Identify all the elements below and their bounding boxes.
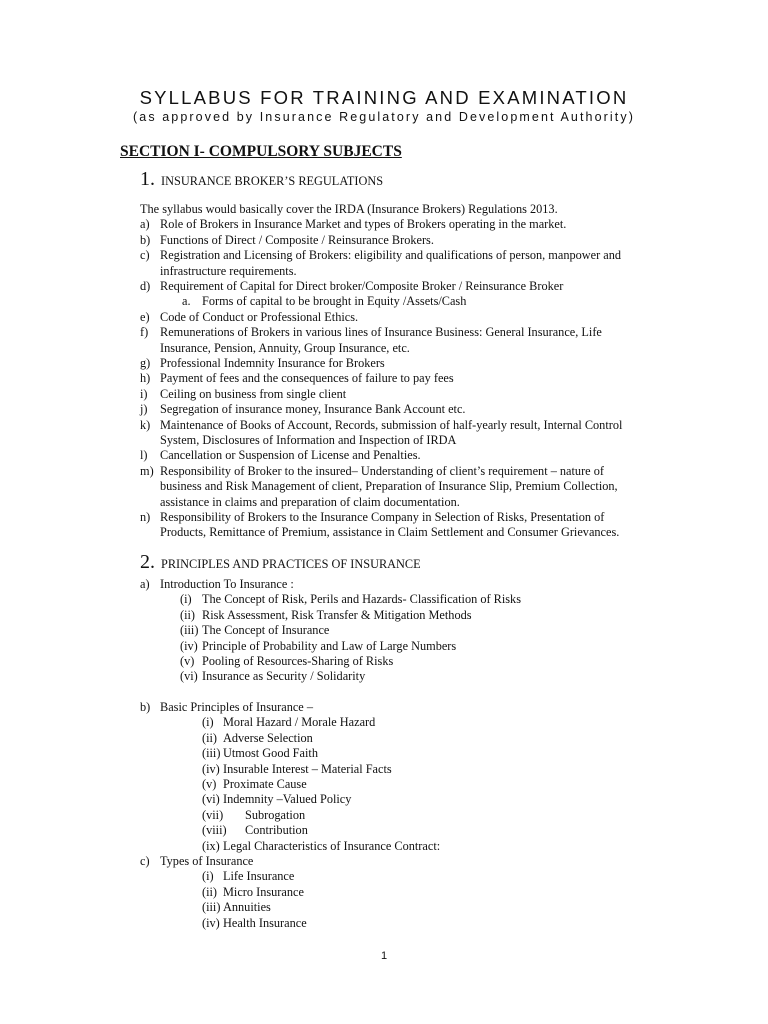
sub-item-marker: (viii)	[202, 823, 227, 838]
list-marker: f)	[140, 325, 149, 340]
list-marker: n)	[140, 510, 151, 524]
sub-item-text: Annuities	[223, 900, 271, 915]
section-heading: SECTION I- COMPULSORY SUBJECTS	[120, 143, 402, 160]
list-item-text: Functions of Direct / Composite / Reinsurance Brokers.	[160, 232, 434, 247]
list-marker: h)	[140, 371, 151, 386]
subject-1-heading	[140, 168, 384, 190]
list-item-text: Remunerations of Brokers in various lines of Insurance Business: General Insurance, Life	[160, 325, 602, 340]
list-marker: b)	[140, 232, 151, 247]
sub-item-marker: (vi)	[202, 792, 220, 807]
list-item-text: business and Risk Management of client, Preparation of Insurance Slip, Premium Collection,	[160, 479, 618, 494]
sub-item-marker: (iv)	[202, 761, 220, 776]
sub-item-marker: (i)	[202, 869, 214, 884]
list-marker: k)	[140, 417, 151, 432]
sub-item-text: Contribution	[245, 823, 308, 838]
subject-2-heading	[140, 551, 421, 573]
list-item-text: assistance in claims and preparation of claim documentation.	[160, 494, 460, 509]
sub-item-text: Life Insurance	[223, 869, 295, 884]
list-item-text: Role of Brokers in Insurance Market and types of Brokers operating in the market.	[160, 217, 567, 232]
subject-2-heading-number: 2.	[140, 551, 155, 573]
subject-1-intro: The syllabus would basically cover the IRDA (Insurance Brokers) Regulations 2013.	[140, 202, 558, 216]
sub-item-text: Proximate Cause	[223, 777, 307, 791]
sub-item-text: Moral Hazard / Morale Hazard	[223, 715, 376, 730]
group-label: Basic Principles of Insurance –	[160, 700, 313, 714]
list-item-text: Registration and Licensing of Brokers: eligibility and qualifications of person, manpower and	[160, 248, 622, 263]
sub-item-text: Insurable Interest – Material Facts	[223, 761, 392, 776]
sub-item-text: Adverse Selection	[223, 730, 313, 745]
list-item-text: Payment of fees and the consequences of failure to pay fees	[160, 371, 454, 386]
sub-item-marker: (iv)	[180, 638, 198, 653]
list-item-text: Requirement of Capital for Direct broker/Composite Broker / Reinsurance Broker	[160, 279, 564, 293]
sub-item-marker: (v)	[180, 654, 195, 668]
sub-item-marker: (ii)	[202, 730, 218, 745]
list-item-text: Segregation of insurance money, Insurance Bank Account etc.	[160, 402, 466, 417]
sub-item-marker: (ii)	[180, 607, 196, 622]
group-marker: b)	[140, 700, 151, 714]
list-marker: m)	[140, 463, 154, 478]
list-marker: g)	[140, 356, 151, 370]
sub-item-text: Micro Insurance	[223, 884, 304, 899]
sub-item-marker: (vi)	[180, 669, 198, 684]
page-number: 1	[380, 950, 388, 962]
list-item-text: Ceiling on business from single client	[160, 386, 347, 401]
list-item-text: Code of Conduct or Professional Ethics.	[160, 309, 359, 324]
sub-item-marker: (i)	[202, 715, 214, 730]
sub-item-marker: (ix)	[202, 838, 220, 853]
document-subtitle: (as approved by Insurance Regulatory and Development Authority)	[133, 110, 635, 124]
sub-item-marker: (iii)	[180, 623, 199, 638]
sub-item-text: Indemnity –Valued Policy	[223, 792, 352, 807]
group-label: Types of Insurance	[160, 854, 254, 868]
list-item-text: Maintenance of Books of Account, Records, submission of half-yearly result, Internal Control	[160, 417, 623, 432]
sub-item-marker: (iii)	[202, 746, 221, 761]
sub-item-text: The Concept of Insurance	[202, 623, 330, 638]
sub-item-text: Principle of Probability and Law of Large Numbers	[202, 638, 457, 653]
list-item-text: Responsibility of Broker to the insured– Understanding of client’s requirement – nature of	[160, 463, 604, 478]
sub-item-text: Pooling of Resources-Sharing of Risks	[202, 654, 394, 668]
subject-2-heading-text: PRINCIPLES AND PRACTICES OF INSURANCE	[161, 557, 421, 571]
list-item-text: Forms of capital to be brought in Equity /Assets/Cash	[202, 294, 467, 309]
sub-item-marker: (iii)	[202, 900, 221, 915]
list-item-text: infrastructure requirements.	[160, 263, 297, 278]
sub-item-text: The Concept of Risk, Perils and Hazards- Classification of Risks	[202, 592, 521, 607]
group-marker: a)	[140, 577, 150, 591]
sub-item-text: Subrogation	[245, 807, 306, 822]
list-marker: a)	[140, 217, 150, 232]
sub-item-text: Utmost Good Faith	[223, 746, 318, 761]
document-title: SYLLABUS FOR TRAINING AND EXAMINATION	[139, 87, 629, 108]
sub-item-marker: (vii)	[202, 807, 224, 822]
list-item-text: Products, Remittance of Premium, assistance in Claim Settlement and Consumer Grievances.	[160, 525, 620, 540]
sub-item-text: Risk Assessment, Risk Transfer & Mitigation Methods	[202, 607, 472, 622]
sub-item-text: Legal Characteristics of Insurance Contract:	[223, 838, 441, 853]
list-marker: a.	[182, 294, 191, 309]
list-item-text: Insurance, Pension, Annuity, Group Insurance, etc.	[160, 340, 410, 355]
list-marker: l)	[140, 448, 148, 463]
list-marker: j)	[140, 402, 148, 417]
sub-item-marker: (v)	[202, 777, 217, 791]
sub-item-text: Insurance as Security / Solidarity	[202, 669, 366, 684]
sub-item-text: Health Insurance	[223, 915, 307, 930]
list-marker: d)	[140, 279, 151, 293]
list-item-text: Cancellation or Suspension of License and Penalties.	[160, 448, 421, 463]
group-marker: c)	[140, 854, 150, 868]
sub-item-marker: (i)	[180, 592, 192, 607]
subject-1-heading-number: 1.	[140, 168, 155, 190]
sub-item-marker: (iv)	[202, 915, 220, 930]
list-marker: c)	[140, 248, 150, 263]
list-item-text: Responsibility of Brokers to the Insurance Company in Selection of Risks, Presentation of	[160, 510, 605, 524]
subject-1-heading-text: INSURANCE BROKER’S REGULATIONS	[161, 174, 384, 188]
list-marker: e)	[140, 309, 150, 324]
sub-item-marker: (ii)	[202, 884, 218, 899]
list-marker: i)	[140, 386, 148, 401]
group-label: Introduction To Insurance :	[160, 577, 294, 591]
list-item-text: Professional Indemnity Insurance for Brokers	[160, 356, 385, 370]
list-item-text: System, Disclosures of Information and Inspection of IRDA	[160, 433, 457, 447]
